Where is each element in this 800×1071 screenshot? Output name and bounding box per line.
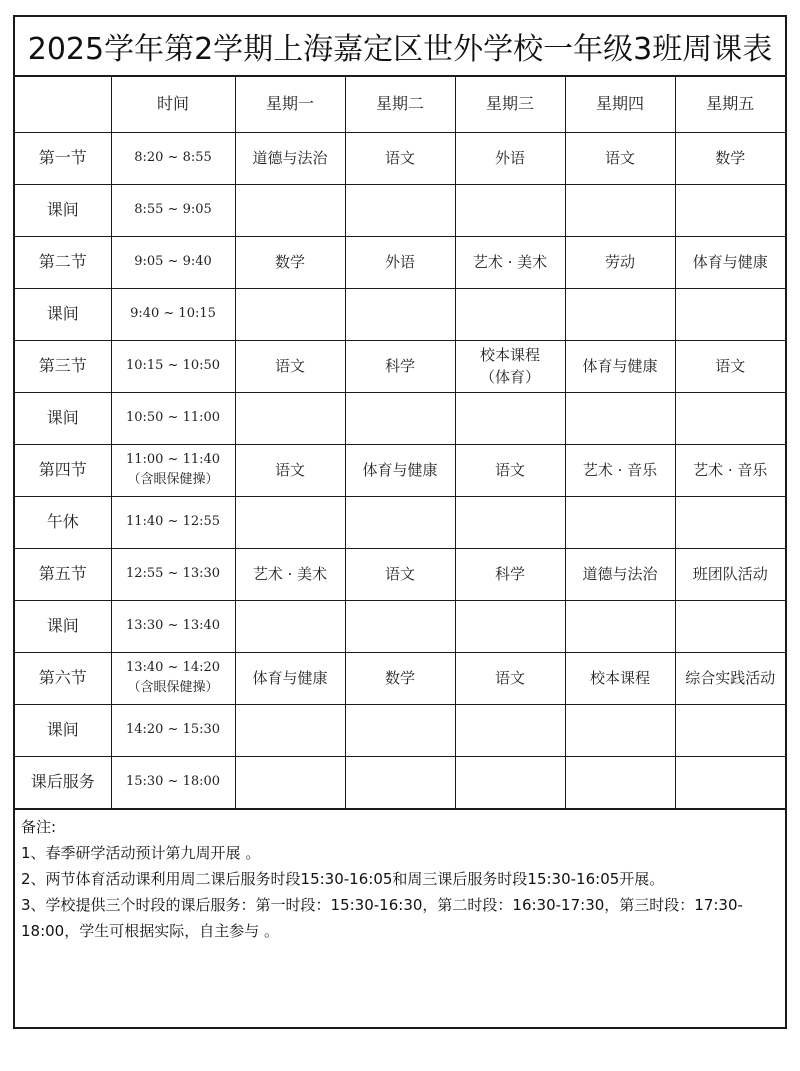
subject-cell-friday xyxy=(675,652,785,704)
subject-cell-monday xyxy=(235,132,345,184)
subject-cell-monday xyxy=(235,652,345,704)
subject-cell-thursday xyxy=(565,132,675,184)
subject-name: 道德与法治 xyxy=(582,565,658,583)
period-label: 课间 xyxy=(15,184,111,236)
period-time-cell xyxy=(111,548,235,600)
subject-cell-wednesday xyxy=(455,392,565,444)
subject-cell-friday xyxy=(675,288,785,340)
period-time-cell xyxy=(111,652,235,704)
subject-cell-wednesday xyxy=(455,496,565,548)
subject-cell-thursday xyxy=(565,548,675,600)
subject-cell-monday xyxy=(235,236,345,288)
subject-cell-thursday xyxy=(565,496,675,548)
period-time: 14:20 ~ 15:30 xyxy=(125,722,221,737)
subject-name: 数学 xyxy=(384,669,415,687)
subject-cell-friday xyxy=(675,184,785,236)
subject-cell-monday xyxy=(235,756,345,808)
period-time-cell xyxy=(111,132,235,184)
period-time-cell xyxy=(111,340,235,392)
header-row xyxy=(15,77,785,132)
timetable-grid xyxy=(15,77,785,809)
timetable-row xyxy=(15,496,785,548)
note-item: 3、学校提供三个时段的课后服务：第一时段：15:30-16:30，第二时段：16:30-17:30，第三时段：17:30-18:00，学生可根据实际，自主参与 。 xyxy=(21,895,743,940)
note-item: 1、春季研学活动预计第九周开展 。 xyxy=(21,843,261,862)
period-time: 12:55 ~ 13:30 xyxy=(125,566,221,581)
subject-name: 数学 xyxy=(715,149,746,167)
subject-name: 校本课程 xyxy=(479,346,540,364)
period-label: 课间 xyxy=(15,288,111,340)
timetable-row xyxy=(15,392,785,444)
note-item: 2、两节体育活动课利用周二课后服务时段15:30-16:05和周三课后服务时段15:30-16:05开展。 xyxy=(21,869,665,888)
subject-cell-friday xyxy=(675,600,785,652)
period-label: 第二节 xyxy=(15,236,111,288)
subject-cell-friday xyxy=(675,704,785,756)
subject-name: 艺术 · 音乐 xyxy=(693,461,768,479)
subject-name: 道德与法治 xyxy=(252,149,328,167)
timetable-sheet xyxy=(13,15,787,1029)
subject-cell-monday xyxy=(235,340,345,392)
timetable-row xyxy=(15,756,785,808)
period-time: 13:40 ~ 14:20 xyxy=(125,660,221,675)
subject-cell-monday xyxy=(235,444,345,496)
timetable-row xyxy=(15,288,785,340)
subject-cell-wednesday xyxy=(455,288,565,340)
period-label: 课后服务 xyxy=(15,756,111,808)
subject-cell-thursday xyxy=(565,704,675,756)
period-time: 8:20 ~ 8:55 xyxy=(134,150,212,165)
timetable-row xyxy=(15,600,785,652)
period-label: 课间 xyxy=(15,704,111,756)
period-time-cell xyxy=(111,444,235,496)
subject-name: 班团队活动 xyxy=(692,565,768,583)
header-time: 时间 xyxy=(111,77,235,132)
period-time: 13:30 ~ 13:40 xyxy=(125,618,221,633)
subject-name: 语文 xyxy=(384,565,415,583)
subject-cell-thursday xyxy=(565,444,675,496)
subject-cell-wednesday xyxy=(455,548,565,600)
subject-name: 体育与健康 xyxy=(582,357,658,375)
timetable-row xyxy=(15,444,785,496)
subject-cell-wednesday xyxy=(455,132,565,184)
subject-cell-thursday xyxy=(565,600,675,652)
period-time-note: （含眼保健操） xyxy=(127,680,219,695)
subject-name: 语文 xyxy=(274,461,305,479)
subject-cell-tuesday xyxy=(345,288,455,340)
period-label: 课间 xyxy=(15,392,111,444)
subject-cell-friday xyxy=(675,236,785,288)
subject-cell-tuesday xyxy=(345,548,455,600)
header-day-thursday: 星期四 xyxy=(565,77,675,132)
subject-cell-thursday xyxy=(565,392,675,444)
subject-cell-tuesday xyxy=(345,496,455,548)
subject-name: 语文 xyxy=(384,149,415,167)
subject-cell-monday xyxy=(235,184,345,236)
subject-name: 语文 xyxy=(494,461,525,479)
period-time: 10:15 ~ 10:50 xyxy=(125,358,221,373)
subject-name: 数学 xyxy=(274,253,305,271)
subject-cell-monday xyxy=(235,496,345,548)
subject-cell-thursday xyxy=(565,236,675,288)
period-time-cell xyxy=(111,184,235,236)
period-time: 10:50 ~ 11:00 xyxy=(125,410,221,425)
subject-name: 体育与健康 xyxy=(252,669,328,687)
subject-name: 体育与健康 xyxy=(692,253,768,271)
subject-name: 艺术 · 美术 xyxy=(252,565,328,583)
timetable-row xyxy=(15,184,785,236)
notes-section xyxy=(15,809,785,944)
subject-cell-tuesday xyxy=(345,184,455,236)
subject-cell-wednesday xyxy=(455,704,565,756)
period-label: 午休 xyxy=(15,496,111,548)
subject-cell-monday xyxy=(235,288,345,340)
subject-cell-wednesday xyxy=(455,600,565,652)
subject-name: 语文 xyxy=(715,357,746,375)
subject-cell-thursday xyxy=(565,340,675,392)
subject-cell-tuesday xyxy=(345,340,455,392)
subject-cell-monday xyxy=(235,704,345,756)
subject-cell-thursday xyxy=(565,756,675,808)
period-time: 15:30 ~ 18:00 xyxy=(125,774,221,789)
subject-cell-friday xyxy=(675,496,785,548)
subject-name: 劳动 xyxy=(604,253,635,271)
timetable-row xyxy=(15,652,785,704)
period-time-cell xyxy=(111,288,235,340)
subject-cell-friday xyxy=(675,340,785,392)
period-time-cell xyxy=(111,496,235,548)
timetable-row xyxy=(15,548,785,600)
period-time: 8:55 ~ 9:05 xyxy=(134,202,212,217)
subject-cell-monday xyxy=(235,548,345,600)
subject-cell-wednesday xyxy=(455,340,565,392)
timetable-row xyxy=(15,340,785,392)
header-day-wednesday: 星期三 xyxy=(455,77,565,132)
header-blank-cell xyxy=(15,77,111,132)
subject-cell-tuesday xyxy=(345,756,455,808)
period-time: 9:40 ~ 10:15 xyxy=(130,306,216,321)
period-time-cell xyxy=(111,704,235,756)
subject-name: 外语 xyxy=(384,253,415,271)
subject-name: 科学 xyxy=(494,565,525,583)
subject-name: 语文 xyxy=(274,357,305,375)
period-time: 11:00 ~ 11:40 xyxy=(125,452,221,467)
subject-cell-tuesday xyxy=(345,704,455,756)
timetable-row xyxy=(15,704,785,756)
subject-cell-wednesday xyxy=(455,236,565,288)
header-day-tuesday: 星期二 xyxy=(345,77,455,132)
subject-name: 综合实践活动 xyxy=(685,669,776,687)
period-time-cell xyxy=(111,600,235,652)
period-label: 第三节 xyxy=(15,340,111,392)
period-label: 第一节 xyxy=(15,132,111,184)
subject-cell-wednesday xyxy=(455,184,565,236)
subject-cell-friday xyxy=(675,548,785,600)
subject-name: 科学 xyxy=(384,357,415,375)
subject-name: 艺术 · 音乐 xyxy=(582,461,658,479)
timetable-row xyxy=(15,236,785,288)
period-time-note: （含眼保健操） xyxy=(127,472,219,487)
subject-cell-tuesday xyxy=(345,236,455,288)
timetable-row xyxy=(15,132,785,184)
period-label: 第四节 xyxy=(15,444,111,496)
subject-cell-tuesday xyxy=(345,600,455,652)
subject-cell-tuesday xyxy=(345,652,455,704)
subject-name: 语文 xyxy=(604,149,635,167)
subject-name: 体育与健康 xyxy=(362,461,438,479)
subject-name: 语文 xyxy=(494,669,525,687)
subject-cell-friday xyxy=(675,132,785,184)
subject-cell-thursday xyxy=(565,288,675,340)
subject-cell-tuesday xyxy=(345,132,455,184)
period-time: 9:05 ~ 9:40 xyxy=(134,254,212,269)
subject-cell-friday xyxy=(675,444,785,496)
period-label: 课间 xyxy=(15,600,111,652)
timetable-body xyxy=(15,132,785,808)
period-label: 第六节 xyxy=(15,652,111,704)
notes-heading: 备注: xyxy=(21,817,57,836)
subject-cell-wednesday xyxy=(455,444,565,496)
header-day-monday: 星期一 xyxy=(235,77,345,132)
period-time-cell xyxy=(111,236,235,288)
header-day-friday: 星期五 xyxy=(675,77,785,132)
period-time: 11:40 ~ 12:55 xyxy=(125,514,221,529)
subject-cell-tuesday xyxy=(345,392,455,444)
subject-cell-thursday xyxy=(565,652,675,704)
period-label: 第五节 xyxy=(15,548,111,600)
period-time-cell xyxy=(111,392,235,444)
subject-cell-tuesday xyxy=(345,444,455,496)
subject-cell-monday xyxy=(235,600,345,652)
subject-name: 艺术 · 美术 xyxy=(472,253,548,271)
subject-name: 校本课程 xyxy=(589,669,650,687)
subject-cell-wednesday xyxy=(455,756,565,808)
subject-cell-monday xyxy=(235,392,345,444)
page-title: 2025学年第2学期上海嘉定区世外学校一年级3班周课表 xyxy=(15,17,785,77)
subject-cell-wednesday xyxy=(455,652,565,704)
subject-cell-thursday xyxy=(565,184,675,236)
subject-cell-friday xyxy=(675,392,785,444)
subject-cell-friday xyxy=(675,756,785,808)
subject-note: （体育） xyxy=(479,368,540,386)
period-time-cell xyxy=(111,756,235,808)
subject-name: 外语 xyxy=(494,149,525,167)
